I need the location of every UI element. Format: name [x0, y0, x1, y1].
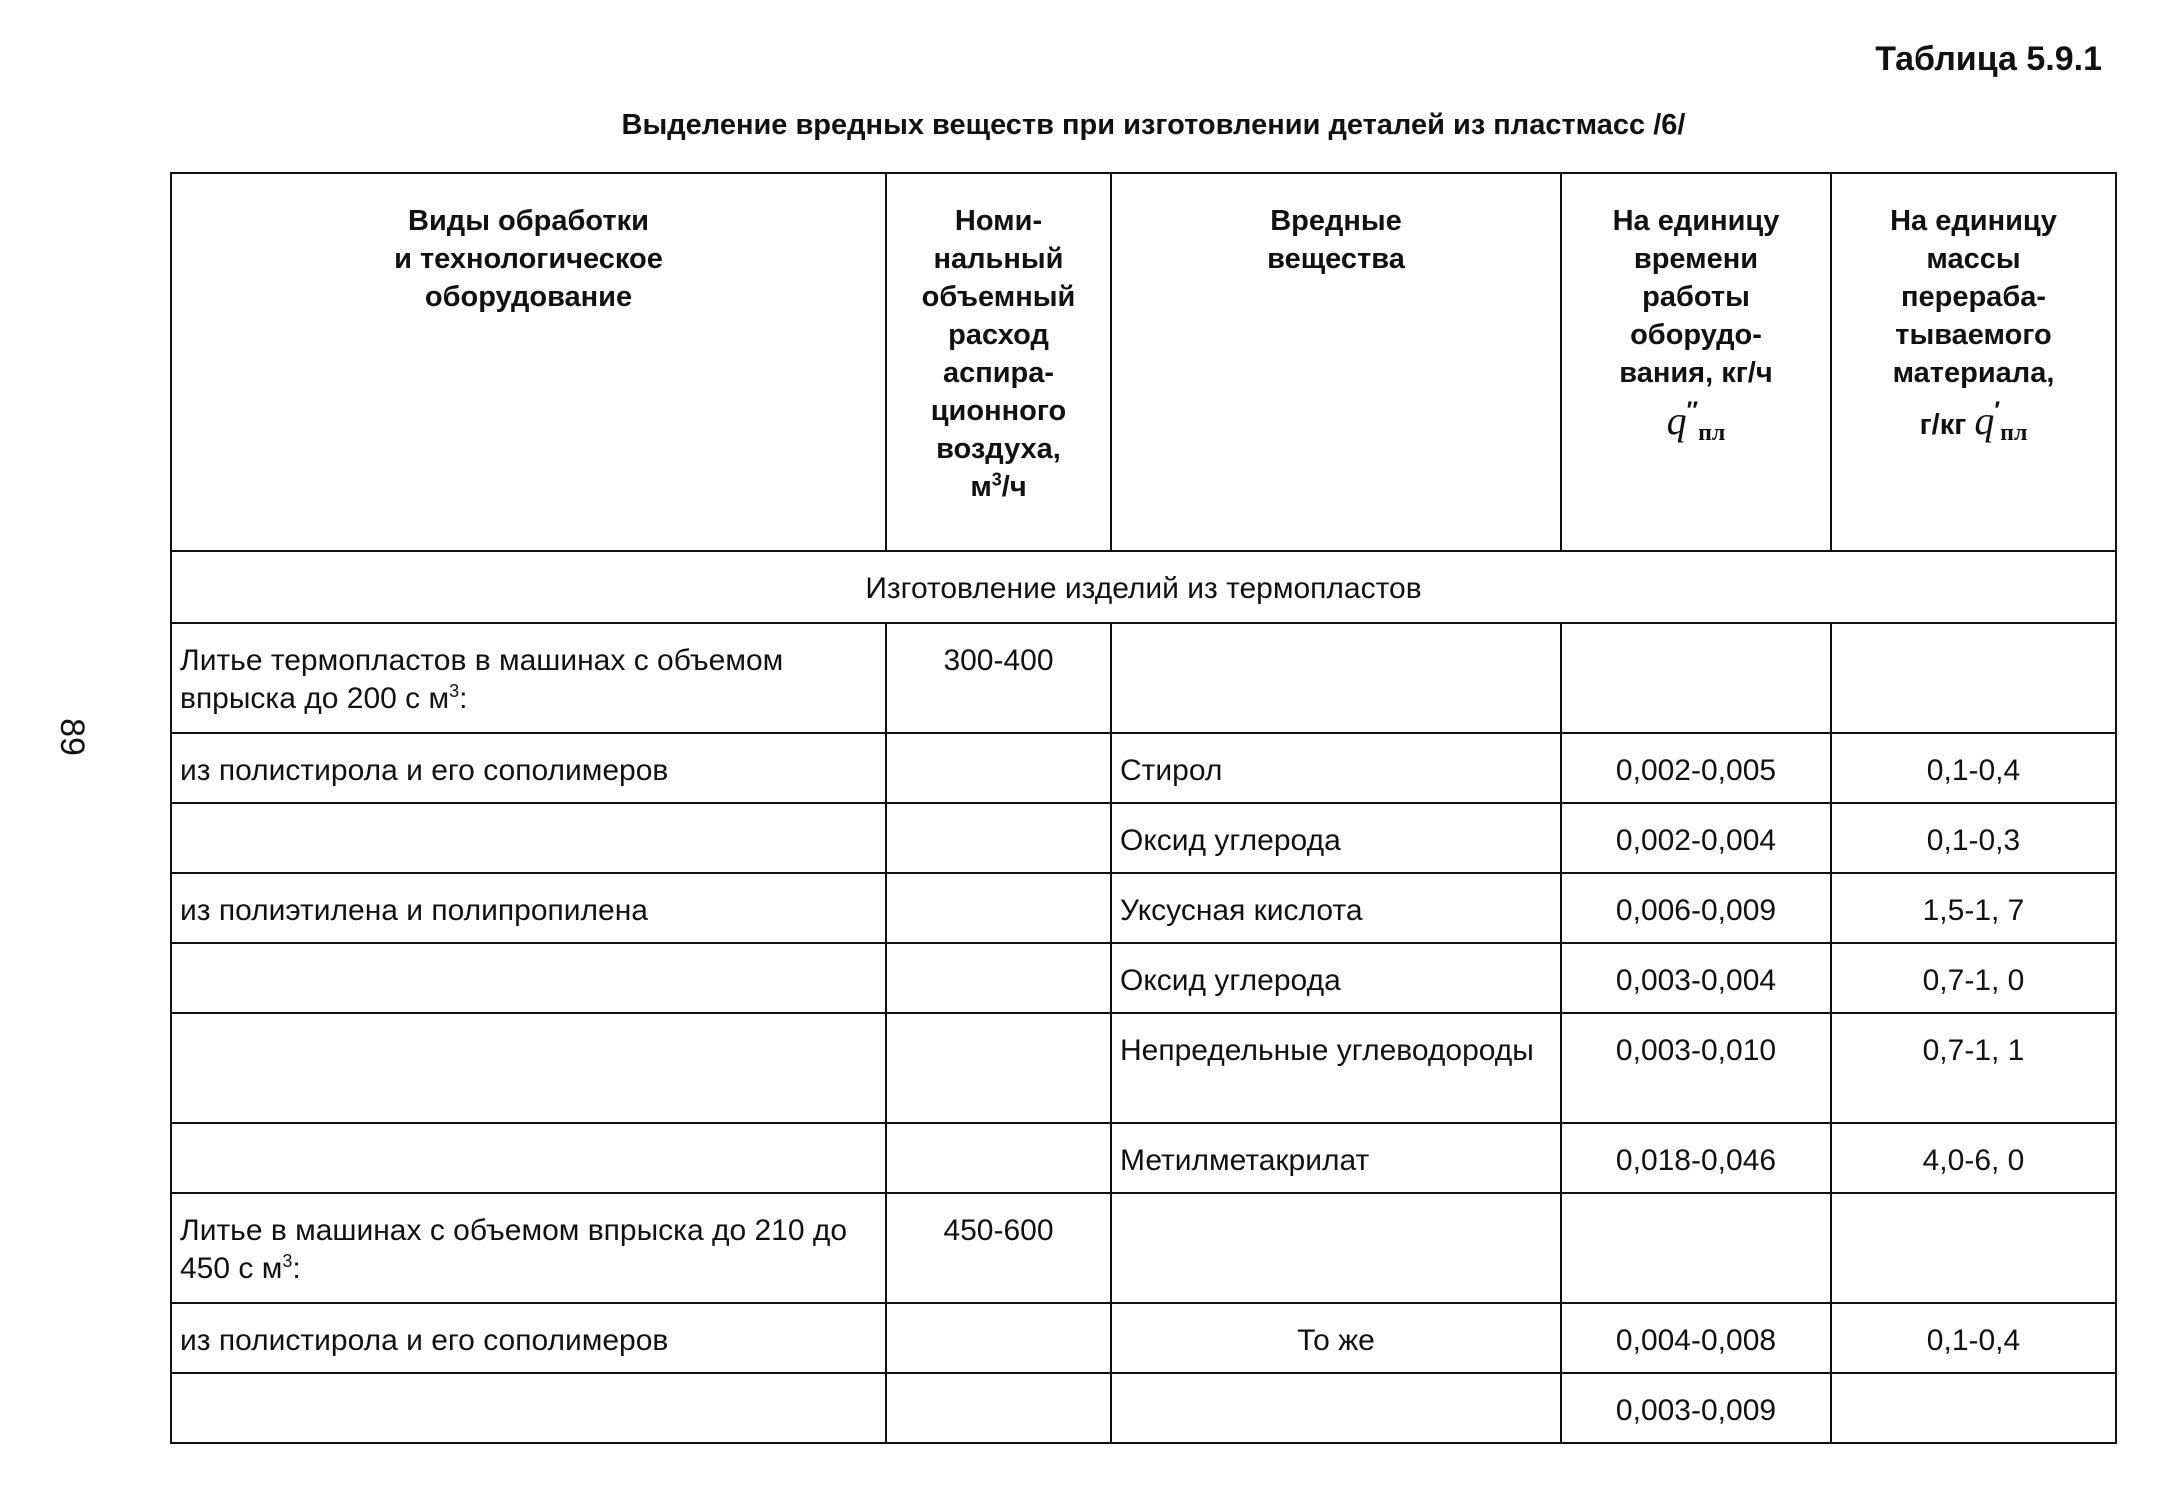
- substance-cell: Уксусная кислота: [1111, 873, 1561, 943]
- process-cell: Литье в машинах с объемом впрыска до 210 до 450 с $м^3$:: [171, 1193, 886, 1303]
- airflow-cell: [886, 733, 1111, 803]
- table-title: Выделение вредных веществ при изготовлении деталей из пластмасс /6/: [621, 109, 1686, 141]
- table-row: [171, 803, 2116, 873]
- substance-cell: Оксид углерода: [1111, 943, 1561, 1013]
- per-mass-cell: 4,0-6, 0: [1831, 1123, 2116, 1193]
- table-row: [171, 623, 2116, 733]
- emissions-table: [170, 172, 2117, 1444]
- header-row: [171, 173, 2116, 551]
- table-row: [171, 873, 2116, 943]
- per-time-cell: 0,002-0,004: [1561, 803, 1831, 873]
- airflow-cell: [886, 1303, 1111, 1373]
- airflow-cell: [886, 1123, 1111, 1193]
- process-cell: из полистирола и его сополимеров: [171, 1303, 886, 1373]
- per-mass-cell: [1831, 1193, 2116, 1303]
- process-cell: [171, 803, 886, 873]
- per-time-cell: 0,004-0,008: [1561, 1303, 1831, 1373]
- airflow-cell: [886, 803, 1111, 873]
- per-mass-cell: 0,1-0,4: [1831, 1303, 2116, 1373]
- per-time-cell: 0,003-0,004: [1561, 943, 1831, 1013]
- airflow-cell: [886, 1013, 1111, 1123]
- page-number: 89: [53, 718, 91, 756]
- per-time-cell: 0,018-0,046: [1561, 1123, 1831, 1193]
- header-substance: Вредные вещества: [1111, 173, 1561, 551]
- table-row: [171, 1373, 2116, 1443]
- q-symbol: q: [1666, 398, 1687, 443]
- section-row: [171, 551, 2116, 623]
- process-cell: [171, 1013, 886, 1123]
- airflow-cell: [886, 943, 1111, 1013]
- per-mass-cell: [1831, 1373, 2116, 1443]
- process-cell: [171, 943, 886, 1013]
- process-cell: [171, 1373, 886, 1443]
- substance-cell: [1111, 623, 1561, 733]
- header-airflow: Номи- нальный объемный расход аспира- ционного воздуха, $м^3/ч$: [886, 173, 1111, 551]
- substance-cell: [1111, 1193, 1561, 1303]
- substance-cell: [1111, 1373, 1561, 1443]
- per-mass-cell: [1831, 623, 2116, 733]
- q-symbol: q: [1974, 398, 1995, 443]
- per-mass-cell: 1,5-1, 7: [1831, 873, 2116, 943]
- process-cell: из полистирола и его сополимеров: [171, 733, 886, 803]
- substance-cell: Оксид углерода: [1111, 803, 1561, 873]
- per-mass-cell: 0,7-1, 1: [1831, 1013, 2116, 1123]
- header-per-mass: На единицу массы перераба- тываемого материала, г/кг $q'_{пл}$: [1831, 173, 2116, 551]
- per-time-cell: 0,003-0,010: [1561, 1013, 1831, 1123]
- table-row: [171, 1013, 2116, 1123]
- process-cell: из полиэтилена и полипропилена: [171, 873, 886, 943]
- table-row: [171, 1123, 2116, 1193]
- table-row: [171, 733, 2116, 803]
- header-process: Виды обработки и технологическое оборудование: [171, 173, 886, 551]
- airflow-cell: 450-600: [886, 1193, 1111, 1303]
- per-time-cell: 0,002-0,005: [1561, 733, 1831, 803]
- substance-cell: То же: [1111, 1303, 1561, 1373]
- per-mass-cell: 0,7-1, 0: [1831, 943, 2116, 1013]
- substance-cell: Непредельные углеводороды: [1111, 1013, 1561, 1123]
- substance-cell: Стирол: [1111, 733, 1561, 803]
- airflow-cell: [886, 1373, 1111, 1443]
- substance-cell: Метилметакрилат: [1111, 1123, 1561, 1193]
- airflow-cell: 300-400: [886, 623, 1111, 733]
- table-label: Таблица 5.9.1: [1875, 40, 2102, 78]
- airflow-cell: [886, 873, 1111, 943]
- per-mass-cell: 0,1-0,4: [1831, 733, 2116, 803]
- table-row: [171, 943, 2116, 1013]
- per-time-cell: [1561, 1193, 1831, 1303]
- per-time-cell: 0,003-0,009: [1561, 1373, 1831, 1443]
- table-row: [171, 1193, 2116, 1303]
- table-row: [171, 1303, 2116, 1373]
- per-time-cell: 0,006-0,009: [1561, 873, 1831, 943]
- header-per-time: На единицу времени работы оборудо- вания, кг/ч $q''_{пл}$: [1561, 173, 1831, 551]
- per-time-cell: [1561, 623, 1831, 733]
- process-cell: Литье термопластов в машинах с объемом впрыска до 200 с $м^3$:: [171, 623, 886, 733]
- process-cell: [171, 1123, 886, 1193]
- section-title: Изготовление изделий из термопластов: [171, 551, 2116, 623]
- per-mass-cell: 0,1-0,3: [1831, 803, 2116, 873]
